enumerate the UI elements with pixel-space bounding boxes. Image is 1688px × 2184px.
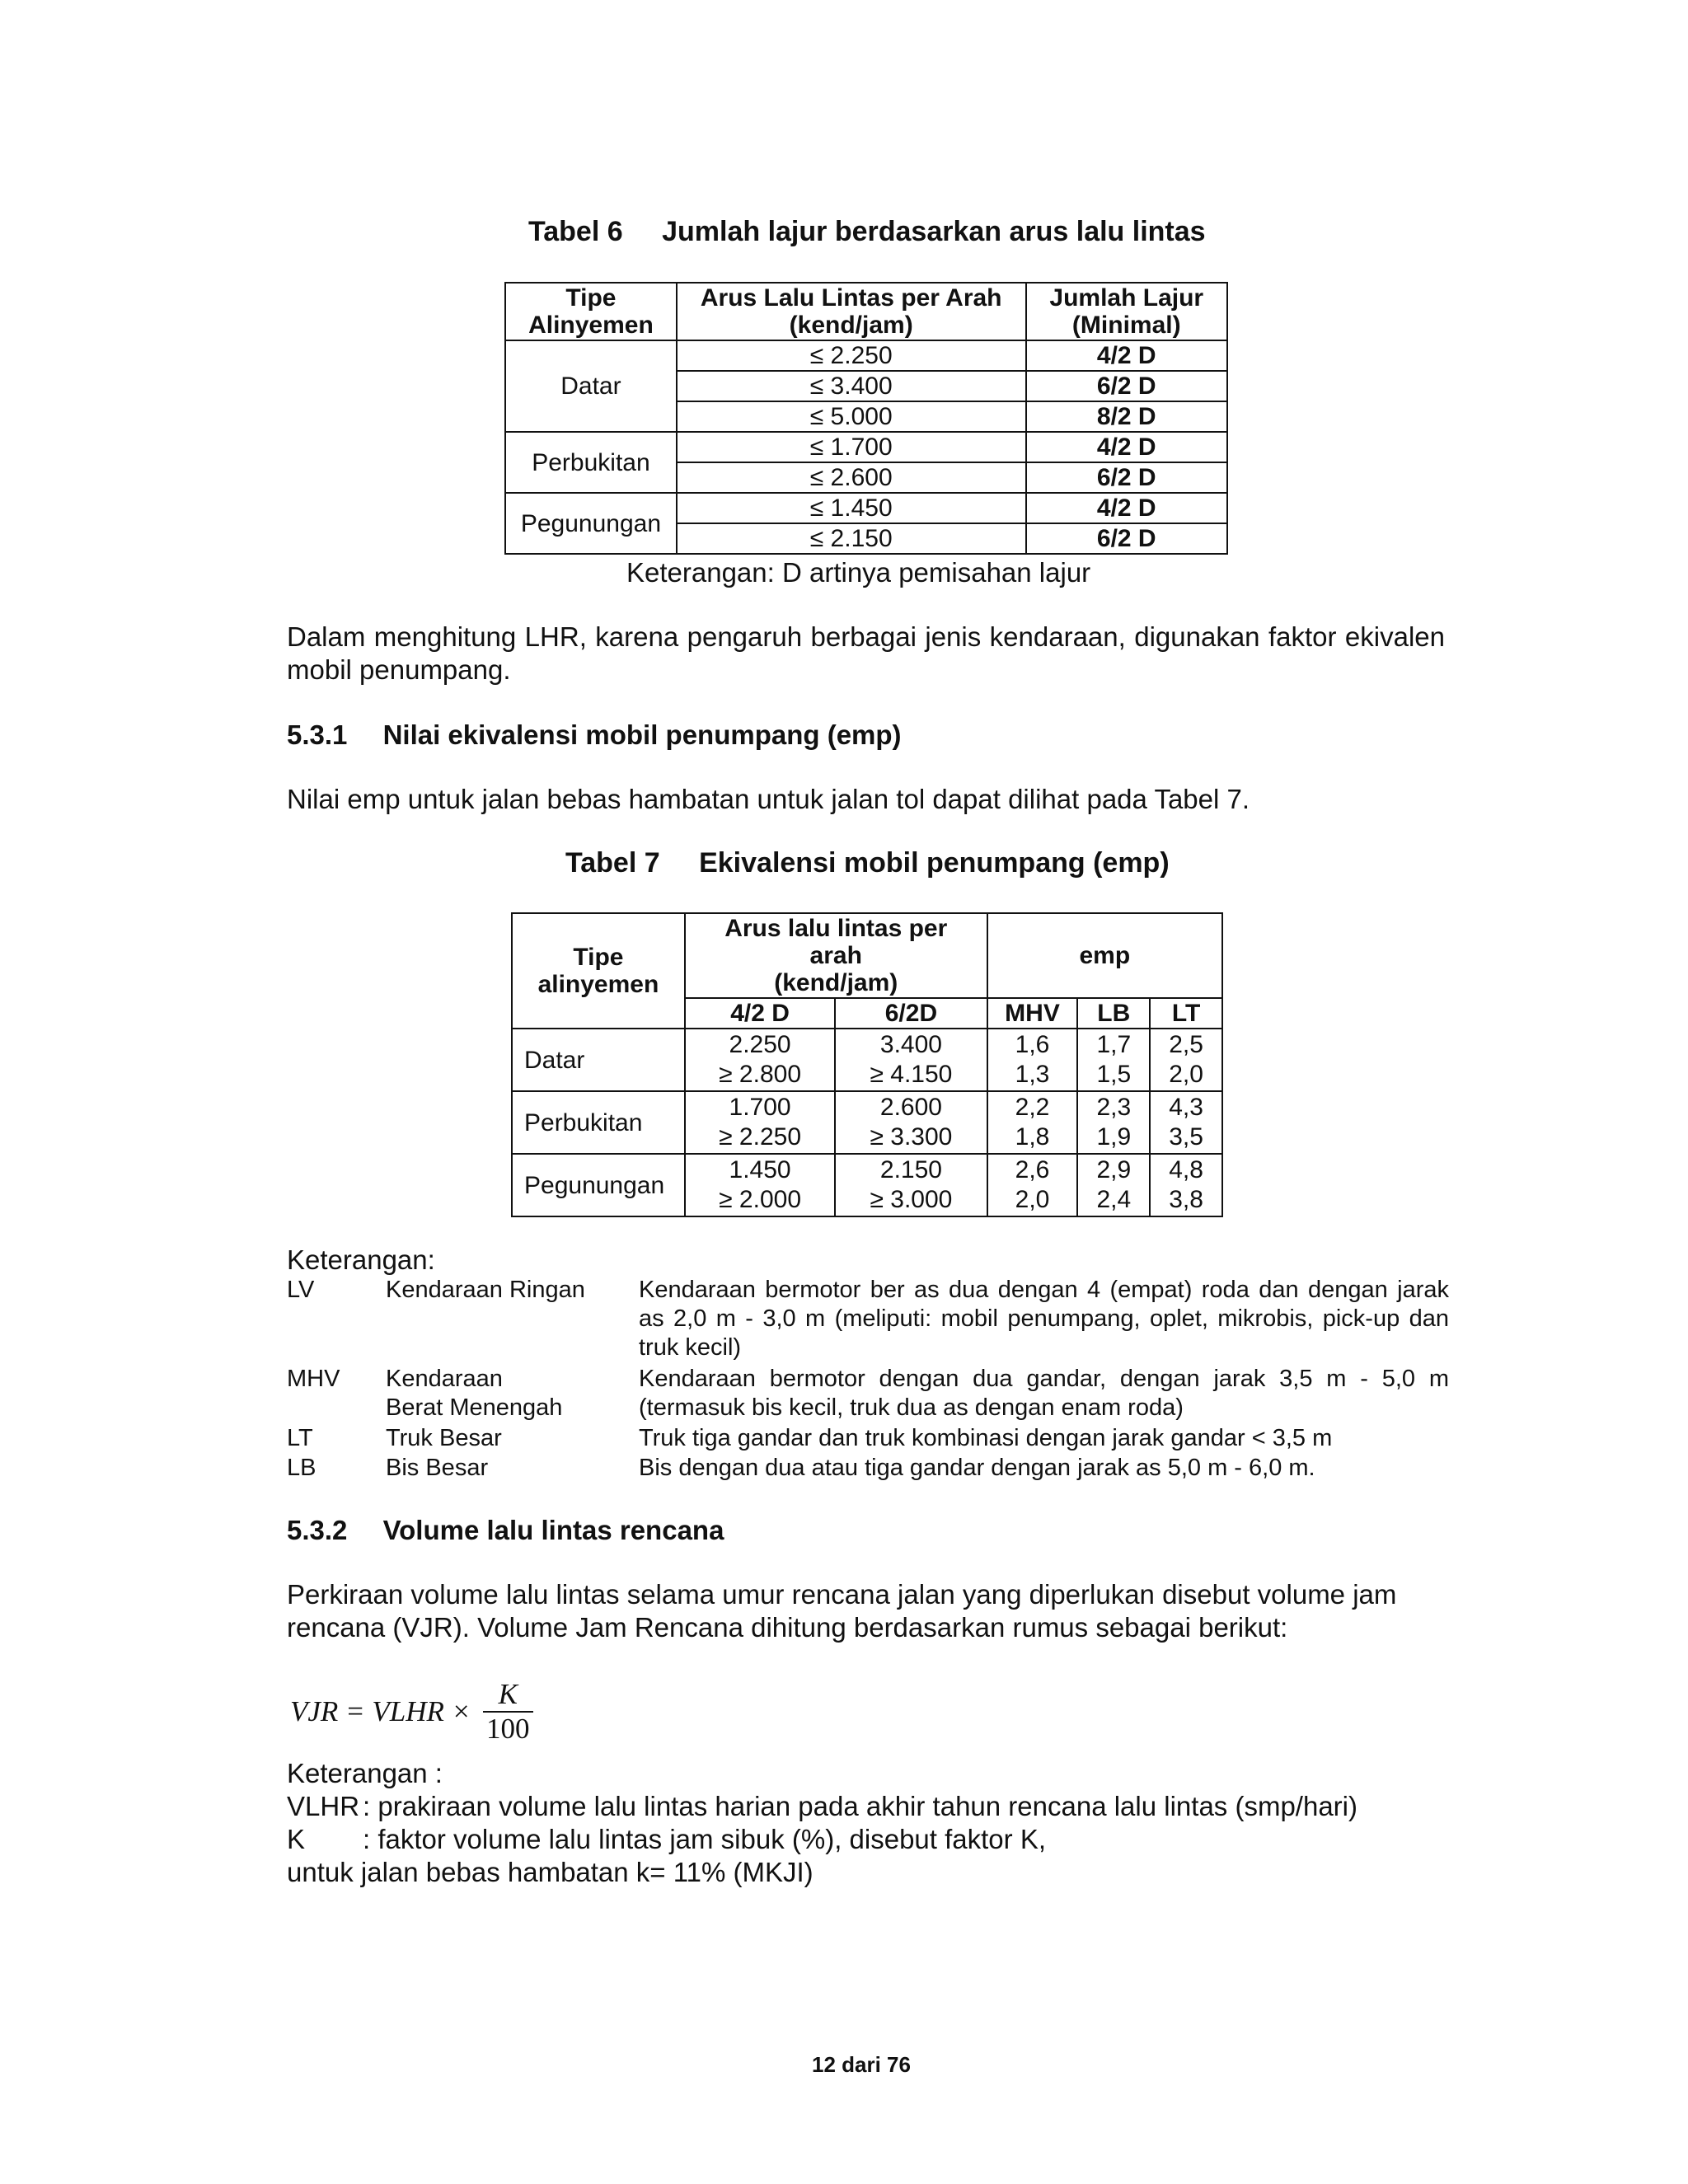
table6-type-perbukitan: Perbukitan [505,432,677,493]
table7-cell [1150,1154,1222,1216]
formula-denominator: 100 [486,1713,530,1745]
table6-note: Keterangan: D artinya pemisahan lajur [626,557,1091,588]
legend-text: : prakiraan volume lalu lintas harian pada akhir tahun rencana lalu lintas (smp/hari) [363,1791,1357,1821]
cell-value: 2.250 [729,1031,791,1058]
paragraph-vjr: Perkiraan volume lalu lintas selama umur rencana jalan yang diperlukan disebut volume jam rencana (VJR). Volume Jam Rencana dihitung berdasarkan rumus sebagai berikut: [287,1579,1397,1643]
table7-title: Ekivalensi mobil penumpang (emp) [699,847,1170,879]
table6-lajur: 6/2 D [1026,523,1227,554]
table6-header-row [505,283,1227,340]
table6-lajur: 4/2 D [1026,340,1227,371]
table-row [505,493,1227,523]
table-row [505,340,1227,371]
table6-arus: ≤ 2.150 [677,523,1026,554]
table6-lajur: 8/2 D [1026,401,1227,432]
table6-caption [528,216,1206,248]
table-row [505,432,1227,462]
section-number: 5.3.2 [287,1515,348,1545]
table7-subheader: LB [1077,998,1150,1029]
table-row [512,1091,1222,1154]
formula-lhs: VJR = VLHR × [290,1695,471,1727]
vehicle-name: Truk Besar [386,1425,502,1451]
table7-cell [835,1154,987,1216]
table6-header-tipe: Tipe Alinyemen [505,283,677,340]
table7-type: Datar [512,1029,685,1091]
table7-cell [685,1029,835,1091]
table-row [512,1154,1222,1216]
cell-value: 1.450 [729,1156,791,1183]
vehicle-code: MHV [287,1366,340,1392]
cell-value: ≥ 2.800 [719,1061,801,1088]
table6-header-lajur: Jumlah Lajur (Minimal) [1026,283,1227,340]
vjr-formula [290,1678,533,1746]
cell-value: 1,6 [1015,1031,1050,1058]
legend-code: VLHR [287,1791,360,1821]
table7-caption [565,847,1170,879]
list-item [287,1365,1449,1424]
cell-value: 2,4 [1096,1186,1132,1213]
cell-value: 1.700 [729,1094,791,1121]
table7-cell [987,1091,1078,1154]
table7-cell [987,1154,1078,1216]
cell-value: 4,3 [1169,1094,1203,1121]
formula-legend-vlhr [287,1790,1357,1823]
table6 [504,282,1228,555]
cell-value: 1,5 [1096,1061,1132,1088]
table6-lajur: 4/2 D [1026,493,1227,523]
formula-legend-k [287,1823,1046,1856]
cell-value: ≥ 2.000 [719,1186,801,1213]
list-item [287,1276,1449,1366]
table7-cell [1150,1029,1222,1091]
cell-value: 2,6 [1015,1156,1050,1183]
cell-value: 1,7 [1096,1031,1132,1058]
cell-value: 2,9 [1096,1156,1132,1183]
table6-arus: ≤ 5.000 [677,401,1026,432]
table6-type-pegunungan: Pegunungan [505,493,677,554]
vehicle-name: Kendaraan Ringan [386,1277,585,1303]
cell-value: 2,3 [1096,1094,1132,1121]
vehicle-desc: Kendaraan bermotor dengan dua gandar, dengan jarak 3,5 m - 5,0 m (termasuk bis kecil, truk dua as dengan enam roda) [639,1366,1449,1421]
table6-arus: ≤ 1.700 [677,432,1026,462]
table7-cell [685,1091,835,1154]
vehicle-code: LT [287,1425,313,1451]
formula-fraction [483,1678,533,1746]
vehicle-desc: Bis dengan dua atau tiga gandar dengan jarak as 5,0 m - 6,0 m. [639,1455,1315,1481]
table7 [511,912,1223,1217]
paragraph-lhr: Dalam menghitung LHR, karena pengaruh berbagai jenis kendaraan, digunakan faktor ekivalen mobil penumpang. [287,621,1445,685]
vehicle-code: LV [287,1277,315,1303]
table7-subheader: MHV [987,998,1078,1029]
cell-value: 1,9 [1096,1123,1132,1151]
table7-type: Pegunungan [512,1154,685,1216]
table7-cell [1077,1029,1150,1091]
cell-value: 2,0 [1015,1186,1050,1213]
cell-value: ≥ 2.250 [719,1123,801,1151]
cell-value: 2,5 [1169,1031,1203,1058]
cell-value: 3,5 [1169,1123,1203,1151]
section-number: 5.3.1 [287,719,348,750]
keterangan-list [287,1276,1449,1490]
table6-arus: ≤ 1.450 [677,493,1026,523]
cell-value: 4,8 [1169,1156,1203,1183]
legend-text: : faktor volume lalu lintas jam sibuk (%), disebut faktor K, [363,1824,1046,1854]
page-number: 12 dari 76 [812,2052,911,2077]
formula-keterangan-label: Keterangan : [287,1758,443,1788]
cell-value: 3.400 [879,1031,942,1058]
vehicle-desc: Kendaraan bermotor ber as dua dengan 4 (empat) roda dan dengan jarak as 2,0 m - 3,0 m (meliputi: mobil penumpang, oplet, mikrobis, pick-up dan truk kecil) [639,1277,1449,1361]
table7-subheader: 6/2D [835,998,987,1029]
table7-cell [685,1154,835,1216]
table7-header-row [512,913,1222,998]
table6-lajur: 4/2 D [1026,432,1227,462]
vehicle-name: Bis Besar [386,1455,489,1481]
list-item [287,1424,1449,1454]
cell-value: 2,2 [1015,1094,1050,1121]
table7-cell [1077,1091,1150,1154]
cell-value: ≥ 3.000 [870,1186,953,1213]
keterangan-label: Keterangan: [287,1244,435,1275]
cell-value: ≥ 4.150 [870,1061,953,1088]
vehicle-desc: Truk tiga gandar dan truk kombinasi dengan jarak gandar < 3,5 m [639,1425,1333,1451]
cell-value: 2.600 [879,1094,942,1121]
table7-header-arus: Arus lalu lintas per arah (kend/jam) [685,913,987,998]
formula-numerator: K [483,1678,533,1713]
list-item [287,1454,1449,1483]
table6-arus: ≤ 3.400 [677,371,1026,401]
formula-legend-extra: untuk jalan bebas hambatan k= 11% (MKJI) [287,1857,814,1887]
table7-cell [1077,1154,1150,1216]
cell-value: 1,8 [1015,1123,1050,1151]
table6-title: Jumlah lajur berdasarkan arus lalu lintas [662,216,1206,247]
section-title: Volume lalu lintas rencana [382,1515,724,1545]
table7-cell [835,1029,987,1091]
table7-subheader: LT [1150,998,1222,1029]
table-row [512,1029,1222,1091]
table7-cell [987,1029,1078,1091]
table6-lajur: 6/2 D [1026,371,1227,401]
cell-value: ≥ 3.300 [870,1123,953,1151]
table7-cell [835,1091,987,1154]
cell-value: 2,0 [1169,1061,1203,1088]
table6-arus: ≤ 2.600 [677,462,1026,493]
table6-number: Tabel 6 [528,216,623,247]
table7-subheader: 4/2 D [685,998,835,1029]
table7-cell [1150,1091,1222,1154]
table7-header-tipe: Tipe alinyemen [512,913,685,1029]
cell-value: 2.150 [879,1156,942,1183]
table6-type-datar: Datar [505,340,677,432]
cell-value: 3,8 [1169,1186,1203,1213]
cell-value: 1,3 [1015,1061,1050,1088]
table7-type: Perbukitan [512,1091,685,1154]
table6-arus: ≤ 2.250 [677,340,1026,371]
table6-lajur: 6/2 D [1026,462,1227,493]
table7-number: Tabel 7 [565,847,660,879]
section-title: Nilai ekivalensi mobil penumpang (emp) [382,719,902,750]
paragraph-emp: Nilai emp untuk jalan bebas hambatan untuk jalan tol dapat dilihat pada Tabel 7. [287,784,1250,814]
table6-header-arus: Arus Lalu Lintas per Arah (kend/jam) [677,283,1026,340]
vehicle-name: Kendaraan Berat Menengah [386,1366,563,1421]
legend-code: K [287,1824,306,1854]
section-heading-531 [287,719,902,751]
vehicle-code: LB [287,1455,316,1481]
table7-header-emp: emp [987,913,1222,998]
section-heading-532 [287,1515,724,1546]
